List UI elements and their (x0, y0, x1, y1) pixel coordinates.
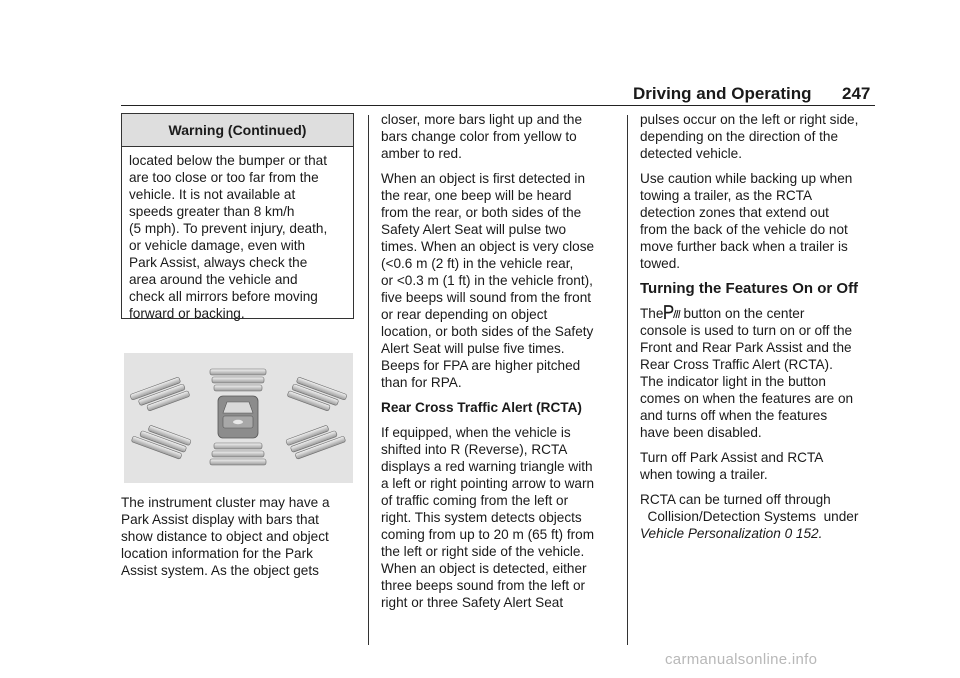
text-line: The indicator light in the button (640, 374, 826, 389)
text-line: When an object is first detected in (381, 171, 586, 186)
paragraph (381, 424, 626, 611)
text-line: from the back of the vehicle do not (640, 222, 848, 237)
text-line: Beeps for FPA are higher pitched (381, 358, 581, 373)
warning-line: or vehicle damage, even with (129, 238, 306, 253)
warning-line: (5 mph). To prevent injury, death, (129, 221, 328, 236)
column-2-text (381, 111, 626, 619)
text-line: five beeps will sound from the front (381, 290, 592, 305)
text-line: show distance to object and object (121, 529, 329, 544)
text-line: three beeps sound from the left or (381, 578, 586, 593)
warning-line: vehicle. It is not available at (129, 187, 296, 202)
watermark: carmanualsonline.info (665, 651, 818, 668)
paragraph (640, 449, 880, 483)
warning-line: area around the vehicle and (129, 272, 298, 287)
text-line: Use caution while backing up when (640, 171, 853, 186)
text-line: bars change color from yellow to (381, 129, 577, 144)
text-line: Assist system. As the object gets (121, 563, 319, 578)
warning-body (122, 147, 353, 322)
text-line: amber to red. (381, 146, 462, 161)
paragraph (640, 170, 880, 272)
warning-line: located below the bumper or that (129, 153, 327, 168)
warning-box (121, 113, 354, 319)
page-reference[interactable]: 0 152. (784, 526, 823, 541)
text-line: pulses occur on the left or right side, (640, 112, 859, 127)
park-assist-display-illustration (124, 353, 353, 483)
section-title: Driving and Operating (633, 84, 812, 103)
column-3-text (640, 111, 880, 550)
text-line: comes on when the features are on (640, 391, 854, 406)
page-number: 247 (842, 84, 871, 103)
text-line: detected vehicle. (640, 146, 743, 161)
text-line: RCTA can be turned off through (640, 492, 831, 507)
text-line: button on the center (683, 306, 805, 321)
text-line: or rear depending on object (381, 307, 548, 322)
paragraph (640, 111, 880, 162)
vehicle-personalization-link[interactable]: Vehicle Personalization (640, 526, 781, 541)
text-line: If equipped, when the vehicle is (381, 425, 571, 440)
paragraph (381, 170, 626, 391)
text-line: (<0.6 m (2 ft) in the vehicle rear, (381, 256, 574, 271)
text-line: Turn off Park Assist and RCTA (640, 450, 824, 465)
text-line: right. This system detects objects (381, 510, 582, 525)
text-line: than for RPA. (381, 375, 462, 390)
warning-title: Warning (Continued) (122, 114, 353, 147)
park-assist-button-icon (664, 305, 681, 320)
text-line: When an object is detected, either (381, 561, 587, 576)
text-line: times. When an object is very close (381, 239, 595, 254)
text-line: move further back when a trailer is (640, 239, 848, 254)
text-line: of traffic coming from the left or (381, 493, 569, 508)
text-line: The (640, 306, 664, 321)
park-assist-graphic (124, 353, 353, 483)
text-line: location, or both sides of the Safety (381, 324, 594, 339)
text-line: have been disabled. (640, 425, 762, 440)
text-line: Park Assist display with bars that (121, 512, 319, 527)
page-header (0, 0, 960, 110)
text-line: towed. (640, 256, 681, 271)
paragraph (640, 491, 880, 542)
text-line: and turns off when the features (640, 408, 828, 423)
text-line: shifted into R (Reverse), RCTA (381, 442, 568, 457)
warning-line: speeds greater than 8 km/h (129, 204, 295, 219)
text-line: right or three Safety Alert Seat (381, 595, 564, 610)
rcta-subheading: Rear Cross Traffic Alert (RCTA) (381, 400, 582, 415)
text-line: displays a red warning triangle with (381, 459, 593, 474)
text-line: detection zones that extend out (640, 205, 829, 220)
paragraph (381, 111, 626, 162)
text-line: the rear, one beep will be heard (381, 188, 572, 203)
text-line: towing a trailer, as the RCTA (640, 188, 813, 203)
paragraph (640, 305, 880, 441)
warning-line: check all mirrors before moving (129, 289, 318, 304)
features-heading: Turning the Features On or Off (640, 280, 859, 297)
text-line: depending on the direction of the (640, 129, 839, 144)
text-line: coming from up to 20 m (65 ft) from (381, 527, 595, 542)
text-line: or <0.3 m (1 ft) in the vehicle front), (381, 273, 593, 288)
text-line: The instrument cluster may have a (121, 495, 330, 510)
text-line: a left or right pointing arrow to warn (381, 476, 595, 491)
column-1-text (121, 494, 361, 579)
header-rule (121, 105, 875, 106)
column-divider-1 (368, 115, 369, 645)
text-line: Alert Seat will pulse five times. (381, 341, 565, 356)
text-line: Rear Cross Traffic Alert (RCTA). (640, 357, 833, 372)
text-line: when towing a trailer. (640, 467, 768, 482)
warning-line: Park Assist, always check the (129, 255, 308, 270)
text-line: console is used to turn on or off the (640, 323, 853, 338)
column-divider-2 (627, 115, 628, 645)
text-line: closer, more bars light up and the (381, 112, 582, 127)
text-line: the left or right side of the vehicle. (381, 544, 585, 559)
text-line: location information for the Park (121, 546, 313, 561)
warning-line: forward or backing. (129, 306, 245, 321)
text-line: Collision/Detection Systems under (640, 509, 859, 524)
text-line: Safety Alert Seat will pulse two (381, 222, 567, 237)
vehicle-icon (218, 396, 258, 438)
text-line: Front and Rear Park Assist and the (640, 340, 852, 355)
text-line: from the rear, or both sides of the (381, 205, 582, 220)
warning-line: are too close or too far from the (129, 170, 319, 185)
